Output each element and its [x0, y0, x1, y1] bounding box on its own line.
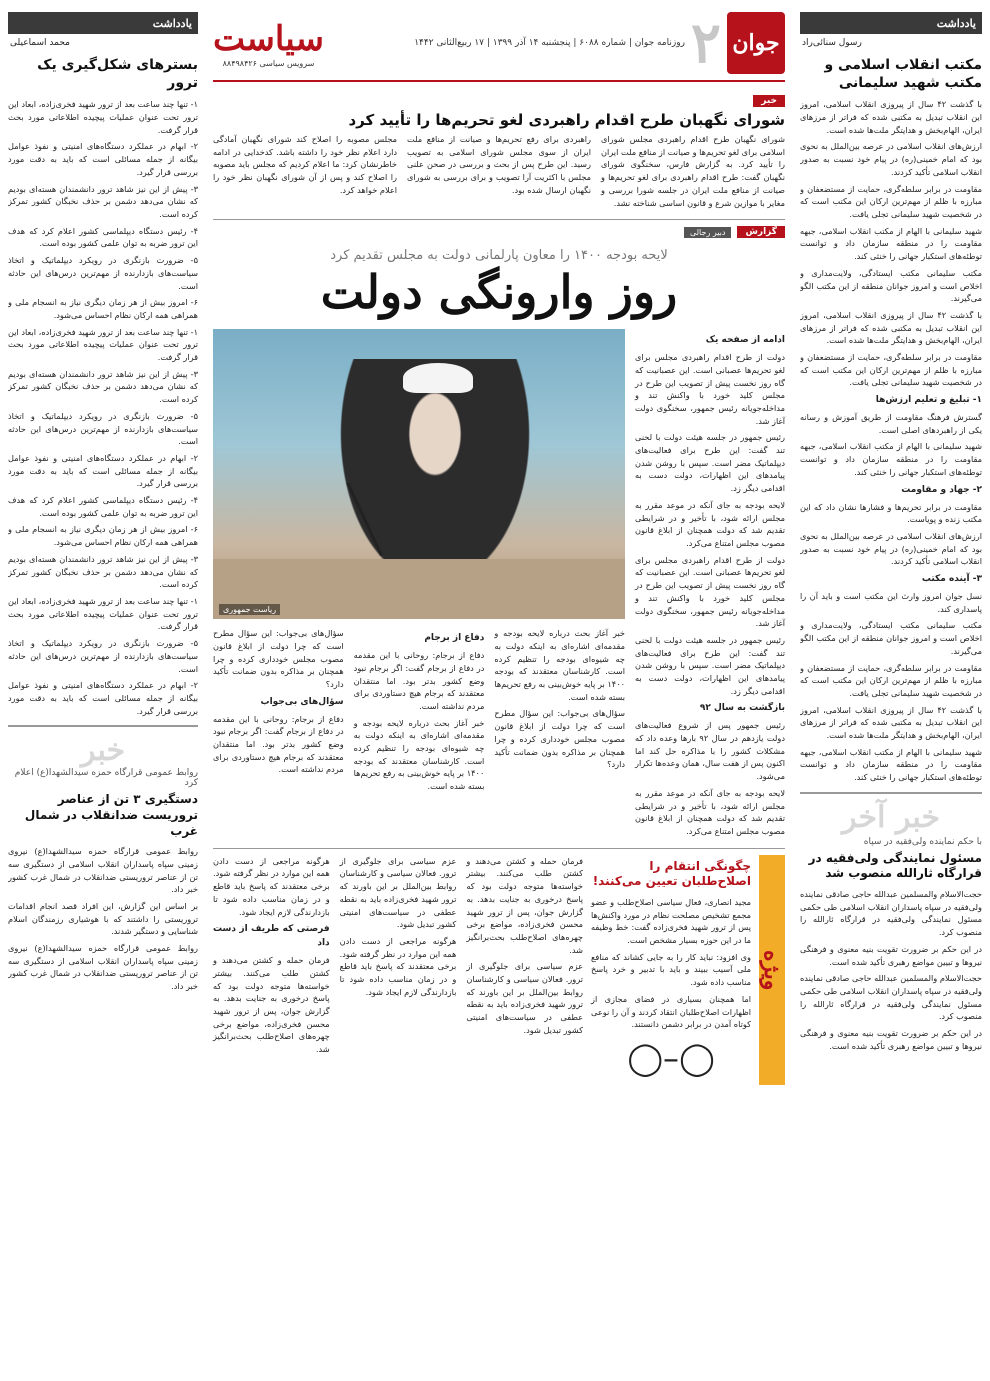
bottom-para: فرمان حمله و کشتن می‌دهند و کشتن طلب می‌کنند. بیشتر خواسته‌ها متوجه دولت بود که پاسخ درخوری به جنایت بدهد. به گزارش جوان، پس از ترور شهید محسن فخری‌زاده، مواضع برخی چهره‌های اصلاح‌طلب بحث‌برانگیز شد. — [213, 955, 330, 1055]
main-under-cols — [213, 627, 625, 797]
special-para: وی افزود: نباید کار را به جایی کشاند که منافع ملی آسیب ببیند و باید با تدبیر و خرد پاسخ مناسب داده شود. — [591, 951, 751, 988]
right-para: ارزش‌های انقلاب اسلامی در عرصه بین‌الملل به نحوی بود که امام خمینی(ره) در پیام خود نسبت به صدور انقلاب اسلامی تأکید کردند. — [800, 141, 982, 177]
page-number: ۲ — [690, 10, 721, 76]
special-para: اما همچنان بسیاری در فضای مجازی از اظهارات اصلاح‌طلبان انتقاد کردند و آن را نوعی کوتاه آمدن در برابر دشمن دانستند. — [591, 993, 751, 1030]
report-author: دبیر رجالی — [684, 227, 732, 238]
left-para: ۲- ابهام در عملکرد دستگاه‌های امنیتی و نفوذ عوامل بیگانه از جمله مسائلی است که باید به دقت مورد بررسی قرار گیرد. — [8, 141, 198, 177]
bottom-para: عزم سیاسی برای جلوگیری از ترور. فعالان سیاسی و کارشناسان روابط بین‌الملل بر این باورند که ترور شهید فخری‌زاده باید به نقطه عطفی در سیاست‌های امنیتی کشور تبدیل شود. — [339, 855, 457, 930]
left-para: ۳- پیش از این نیز شاهد ترور دانشمندان هسته‌ای بودیم که نشان می‌دهد دشمن بر حذف نخبگان کشور تمرکز کرده است. — [8, 553, 198, 590]
left-news-para: روابط عمومی قرارگاه حمزه سیدالشهدا(ع) نیروی زمینی سپاه پاسداران انقلاب اسلامی از دستگیری سه تن از عناصر تروریستی ضدانقلاب در شمال غرب کشور خبر داد. — [8, 943, 198, 992]
main-under-para: خبر آغاز بحث درباره لایحه بودجه و مقدمه‌ای اشاره‌ای به اینکه دولت به چه شیوه‌ای بودجه را تنظیم کرده است. کارشناسان معتقدند که بودجه ۱۴۰۰ بر پایه خوش‌بینی به رفع تحریم‌ها بسته شده است. — [494, 628, 625, 702]
main-story-side — [635, 329, 785, 841]
news-tag: خبر — [753, 95, 785, 107]
left-para: ۶- امروز بیش از هر زمان دیگری نیاز به انسجام ملی و همراهی همه ارکان نظام احساس می‌شود. — [8, 524, 198, 548]
right-para: گسترش فرهنگ مقاومت از طریق آموزش و رسانه یکی از راهبردهای اصلی است. — [800, 412, 982, 435]
left-article-body — [8, 98, 198, 717]
main-story-title: روز وارونگی دولت — [320, 265, 678, 320]
main-story-body — [213, 329, 785, 841]
special-box-title: چگونگی انتقام را اصلاح‌طلبان تعیین می‌کنند! — [592, 858, 751, 889]
right-para: شهید سلیمانی با الهام از مکتب انقلاب اسلامی، جبهه مقاومت را در منطقه سازمان داد و توانست توطئه‌های استکبار جهانی را خنثی کند. — [800, 225, 982, 262]
right-news-title: مسئول نمایندگی ولی‌فقیه در قرارگاه ثارالله منصوب شد — [808, 850, 982, 881]
main-story — [213, 226, 785, 841]
bottom-cols — [213, 855, 583, 1085]
main-side-para: دولت از طرح اقدام راهبردی مجلس برای لغو تحریم‌ها عصبانی است. این عصبانیت که گاه روز نخست پیش از تصویب این طرح در مجلس کلید خورد با واکنش تند و مداخله‌جویانه رئیس جمهور، سخنگوی دولت آغاز شد. — [635, 554, 785, 629]
left-para: ۴- رئیس دستگاه دیپلماسی کشور اعلام کرد که هدف این ترور ضربه به توان علمی کشور بوده است. — [8, 225, 198, 249]
right-para: مکتب سلیمانی مکتب ایستادگی، ولایت‌مداری و اخلاص است و امروز جوانان منطقه از این مکتب الگو می‌گیرند. — [800, 620, 982, 656]
lead-news — [213, 88, 785, 213]
right-kicker: یادداشت — [936, 16, 976, 30]
left-kicker: یادداشت — [152, 16, 192, 30]
lead-headline: شورای نگهبان طرح اقدام راهبردی لغو تحریم‌ها را تأیید کرد — [348, 111, 785, 129]
right-subhead: ۳- آینده مکتب — [921, 574, 982, 585]
right-news-para: حجت‌الاسلام والمسلمین عبدالله حاجی صادقی نماینده ولی‌فقیه در سپاه پاسداران انقلاب اسلامی طی حکمی مسئول نمایندگی ولی‌فقیه در قرارگاه ثارالله را منصوب کرد. — [800, 973, 982, 1022]
main-side-para: لایحه بودجه به جای آنکه در موعد مقرر به مجلس ارائه شود، با تأخیر و در شرایطی تقدیم شد که دولت همچنان از ابلاغ قانون مصوب مجلس امتناع می‌کرد. — [635, 499, 785, 548]
left-byline: محمد اسماعیلی — [10, 38, 70, 48]
main-under-subhead: دفاع از برجام — [424, 633, 485, 644]
right-para: ارزش‌های انقلاب اسلامی در عرصه بین‌الملل به نحوی بود که امام خمینی(ره) در پیام خود نسبت به صدور انقلاب اسلامی تأکید کردند. — [800, 530, 982, 567]
right-column — [800, 12, 982, 1381]
right-news-para: حجت‌الاسلام والمسلمین عبدالله حاجی صادقی نماینده ولی‌فقیه در سپاه پاسداران انقلاب اسلامی طی حکمی مسئول نمایندگی ولی‌فقیه در قرارگاه ثارالله را منصوب کرد. — [800, 889, 982, 938]
left-para: ۲- ابهام در عملکرد دستگاه‌های امنیتی و نفوذ عوامل بیگانه از جمله مسائلی است که باید به دقت مورد بررسی قرار گیرد. — [8, 452, 198, 489]
right-headline: مکتب انقلاب اسلامی و مکتب شهید سلیمانی — [824, 57, 982, 92]
right-para: نسل جوان امروز وارث این مکتب است و باید آن را پاسداری کند. — [800, 590, 982, 614]
glasses-icon: ◯–◯ — [627, 1038, 715, 1077]
left-para: ۱- تنها چند ساعت بعد از ترور شهید فخری‌زاده، ابعاد این ترور تحت عنوان عملیات پیچیده اطلاعاتی مورد بحث قرار گرفت. — [8, 595, 198, 632]
right-para: مقاومت در برابر سلطه‌گری، حمایت از مستضعفان و مبارزه با ظلم از مهم‌ترین ارکان این مکتب است که در شخصیت شهید سلیمانی تجلی یافت. — [800, 352, 982, 388]
main-side-subhead: بازگشت به سال ۹۲ — [699, 703, 785, 714]
right-para: شهید سلیمانی با الهام از مکتب انقلاب اسلامی، جبهه مقاومت را در منطقه سازمان داد و توانست توطئه‌های استکبار جهانی را خنثی کند. — [800, 441, 982, 477]
left-para: ۳- پیش از این نیز شاهد ترور دانشمندان هسته‌ای بودیم که نشان می‌دهد دشمن بر حذف نخبگان کشور تمرکز کرده است. — [8, 368, 198, 405]
right-news-body — [800, 888, 982, 1052]
main-side-para: لایحه بودجه به جای آنکه در موعد مقرر به مجلس ارائه شود، با تأخیر و در شرایطی تقدیم شد که دولت همچنان از ابلاغ قانون مصوب مجلس امتناع می‌کرد. — [635, 787, 785, 836]
lead-body — [213, 133, 785, 213]
left-kicker-bar — [8, 12, 198, 34]
section-subtitle: سرویس سیاسی ۸۸۴۹۸۴۲۶ — [222, 58, 315, 68]
left-column — [8, 12, 198, 1381]
bottom-para: فرمان حمله و کشتن می‌دهند و کشتن طلب می‌کنند. بیشتر خواسته‌ها متوجه دولت بود که پاسخ درخوری به جنایت بدهد. به گزارش جوان، پس از ترور شهید محسن فخری‌زاده، مواضع برخی چهره‌های اصلاح‌طلب بحث‌برانگیز شد. — [466, 855, 583, 955]
left-headline: بسترهای شکل‌گیری یک ترور — [37, 57, 198, 92]
bottom-section — [213, 855, 785, 1085]
section-title-block — [213, 19, 324, 68]
bottom-para: عزم سیاسی برای جلوگیری از ترور. فعالان سیاسی و کارشناسان روابط بین‌الملل بر این باورند که ترور شهید فخری‌زاده باید به نقطه عطفی در سیاست‌های امنیتی کشور تبدیل شود. — [466, 961, 583, 1035]
main-side-para: رئیس جمهور در جلسه هیئت دولت با لحنی تند گفت: این طرح برای فعالیت‌های دیپلماتیک مضر است. سپس با روشن شدن پیامدهای این اظهارات، دولت دست به اقدامی دیگر زد. — [635, 432, 785, 494]
photo-caption: ریاست جمهوری — [219, 604, 280, 615]
masthead — [213, 12, 785, 82]
main-under-para: دفاع از برجام: روحانی با این مقدمه در دفاع از برجام گفت: اگر برجام نبود وضع کشور بدتر بود. اما منتقدان معتقدند که برجام هیچ دستاوردی برای مردم نداشته است. — [213, 713, 344, 775]
report-tag: گزارش — [737, 226, 785, 238]
right-news-para: در این حکم بر ضرورت تقویت بنیه معنوی و فرهنگی نیروها و تبیین مواضع رهبری تأکید شده است. — [800, 943, 982, 967]
left-news-para: روابط عمومی قرارگاه حمزه سیدالشهدا(ع) نیروی زمینی سپاه پاسداران انقلاب اسلامی از دستگیری سه تن از عناصر تروریستی ضدانقلاب در شمال غرب کشور خبر داد. — [8, 846, 198, 895]
left-news-body — [8, 845, 198, 993]
right-para: با گذشت ۴۲ سال از پیروزی انقلاب اسلامی، امروز این انقلاب تبدیل به مکتبی شده که فراتر از مرزهای ایران، الهام‌بخش و هدایتگر ملت‌ها شده است. — [800, 99, 982, 135]
left-news-label: خبر — [80, 733, 126, 769]
main-side-para: رئیس جمهور پس از شروع فعالیت‌های دولت یازدهم در سال ۹۲ بارها وعده داد که مشکلات کشور را با مذاکره حل کند اما اکنون پس از هفت سال، همان وعده‌ها تکرار می‌شود. — [635, 720, 785, 782]
bottom-para: هرگونه مراجعی از دست دادن همه این موارد در نظر گرفته شود. برخی معتقدند که پاسخ باید قاطع و در زمان مناسب داده شود تا بازدارندگی لازم ایجاد شود. — [339, 935, 457, 997]
main-continued: ادامه از صفحه یک — [705, 335, 785, 346]
right-subhead: ۲- جهاد و مقاومت — [901, 484, 982, 495]
main-side-para: دولت از طرح اقدام راهبردی مجلس برای لغو تحریم‌ها عصبانی است. این عصبانیت که گاه روز نخست پیش از تصویب این طرح در مجلس کلید خورد با واکنش تند و مداخله‌جویانه رئیس جمهور، سخنگوی دولت آغاز شد. — [635, 352, 785, 426]
left-para: ۱- تنها چند ساعت بعد از ترور شهید فخری‌زاده، ابعاد این ترور تحت عنوان عملیات پیچیده اطلاعاتی مورد بحث قرار گرفت. — [8, 99, 198, 135]
left-news-title: دستگیری ۳ تن از عناصر تروریست ضدانقلاب در شمال غرب — [24, 792, 198, 838]
rouhani-photo — [213, 329, 625, 619]
right-news-para: در این حکم بر ضرورت تقویت بنیه معنوی و فرهنگی نیروها و تبیین مواضع رهبری تأکید شده است. — [800, 1028, 982, 1051]
left-para: ۶- امروز بیش از هر زمان دیگری نیاز به انسجام ملی و همراهی همه ارکان نظام احساس می‌شود. — [8, 297, 198, 320]
left-news — [8, 725, 198, 993]
left-para: ۱- تنها چند ساعت بعد از ترور شهید فخری‌زاده، ابعاد این ترور تحت عنوان عملیات پیچیده اطلاعاتی مورد بحث قرار گرفت. — [8, 326, 198, 363]
bottom-subhead: فرصتی که طریف از دست داد — [213, 924, 330, 949]
left-para: ۴- رئیس دستگاه دیپلماسی کشور اعلام کرد که هدف این ترور ضربه به توان علمی کشور بوده است. — [8, 495, 198, 518]
left-para: ۵- ضرورت بازنگری در رویکرد دیپلماتیک و اتخاذ سیاست‌های بازدارنده از مهم‌ترین درس‌های این حادثه است. — [8, 255, 198, 291]
logo-group — [414, 10, 785, 76]
main-side-para: رئیس جمهور در جلسه هیئت دولت با لحنی تند گفت: این طرح برای فعالیت‌های دیپلماتیک مضر است. سپس با روشن شدن پیامدهای این اظهارات، دولت دست به اقدامی دیگر زد. — [635, 634, 785, 696]
main-under-para: سؤال‌های بی‌جواب: این سؤال مطرح است که چرا دولت از ابلاغ قانون مصوب مجلس خودداری کرده و چرا همچنان بر مذاکره بدون ضمانت تأکید دارد؟ — [213, 628, 344, 690]
right-para: با گذشت ۴۲ سال از پیروزی انقلاب اسلامی، امروز این انقلاب تبدیل به مکتبی شده که فراتر از مرزهای ایران، الهام‌بخش و هدایتگر ملت‌ها شده است. — [800, 309, 982, 346]
lead-col: مجلس مصوبه را اصلاح کند شورای نگهبان آمادگی دارد اعلام نظر خود را داشته باشد. کدخدایی در ادامه خاطرنشان کرد: ما اعلام کردیم که مجلس باید مصوبه را اصلاح کند و پس از آن شورای نگهبان نظر خود را اعلام خواهد کرد. — [213, 134, 397, 195]
lead-col: شورای نگهبان طرح اقدام راهبردی مجلس شورای اسلامی برای لغو تحریم‌ها و صیانت از منافع ملت ایران را تأیید کرد. به گزارش فارس، سخنگوی شورای نگهبان گفت: طرح اقدام راهبردی برای لغو تحریم‌ها و صیانت از منافع ملت ایران در جلسه شورا بررسی و مغایر با موازین شرع و قانون اساسی شناخته نشد. — [601, 134, 785, 208]
javan-logo: جوان — [727, 12, 785, 74]
special-para: مجید انصاری، فعال سیاسی اصلاح‌طلب و عضو مجمع تشخیص مصلحت نظام در مورد واکنش‌ها پس از ترور شهید فخری‌زاده گفت: خط وظیفه ما در این حوزه بسیار مشخص است. — [591, 896, 751, 945]
right-para: مقاومت در برابر تحریم‌ها و فشارها نشان داد که این مکتب زنده و پویاست. — [800, 501, 982, 525]
vije-label: ویژه — [759, 855, 785, 1085]
special-box-body — [591, 896, 751, 1031]
center-area — [213, 12, 785, 1372]
right-para: با گذشت ۴۲ سال از پیروزی انقلاب اسلامی، امروز این انقلاب تبدیل به مکتبی شده که فراتر از مرزهای ایران، الهام‌بخش و هدایتگر ملت‌ها شده است. — [800, 704, 982, 741]
left-para: ۵- ضرورت بازنگری در رویکرد دیپلماتیک و اتخاذ سیاست‌های بازدارنده از مهم‌ترین درس‌های این حادثه است. — [8, 638, 198, 674]
right-late-news — [800, 792, 982, 1053]
right-para: مقاومت در برابر سلطه‌گری، حمایت از مستضعفان و مبارزه با ظلم از مهم‌ترین ارکان این مکتب است که در شخصیت شهید سلیمانی تجلی یافت. — [800, 662, 982, 698]
right-late-news-label: خبر آخر — [841, 799, 941, 835]
left-para: ۲- ابهام در عملکرد دستگاه‌های امنیتی و نفوذ عوامل بیگانه از جمله مسائلی است که باید به دقت مورد بررسی قرار گیرد. — [8, 680, 198, 716]
right-subhead: ۱- تبلیغ و تعلیم ارزش‌ها — [875, 395, 982, 406]
right-byline: رسول سنائی‌راد — [802, 38, 862, 48]
main-under-subhead: سؤال‌های بی‌جواب — [260, 696, 344, 707]
main-story-kicker: لایحه بودجه ۱۴۰۰ را معاون پارلمانی دولت به مجلس تقدیم کرد — [330, 248, 668, 264]
main-under-para: دفاع از برجام: روحانی با این مقدمه در دفاع از برجام گفت: اگر برجام نبود وضع کشور بدتر بود. اما منتقدان معتقدند که برجام هیچ دستاوردی برای مردم نداشته است. — [353, 650, 485, 711]
bottom-para: هرگونه مراجعی از دست دادن همه این موارد در نظر گرفته شود. برخی معتقدند که پاسخ باید قاطع و در زمان مناسب داده شود تا بازدارندگی لازم ایجاد شود. — [213, 855, 330, 917]
right-article-body — [800, 98, 982, 783]
left-para: ۳- پیش از این نیز شاهد ترور دانشمندان هسته‌ای بودیم که نشان می‌دهد دشمن بر حذف نخبگان کشور تمرکز کرده است. — [8, 183, 198, 219]
main-story-photo-area — [213, 329, 625, 841]
main-under-para: سؤال‌های بی‌جواب: این سؤال مطرح است که چرا دولت از ابلاغ قانون مصوب مجلس خودداری کرده و چرا همچنان بر مذاکره بدون ضمانت تأکید دارد؟ — [494, 708, 625, 770]
right-para: مقاومت در برابر سلطه‌گری، حمایت از مستضعفان و مبارزه با ظلم از مهم‌ترین ارکان این مکتب است که در شخصیت شهید سلیمانی تجلی یافت. — [800, 183, 982, 219]
special-box — [591, 855, 751, 1085]
right-kicker-bar — [800, 12, 982, 34]
lead-col: راهبردی برای رفع تحریم‌ها و صیانت از منافع ملت ایران از سوی مجلس شورای اسلامی به تصویب رسید. این طرح پس از بحث و بررسی در صحن علنی مجلس با اکثریت آرا تصویب و برای بررسی به شورای نگهبان ارسال شده بود. — [407, 134, 591, 195]
right-para: شهید سلیمانی با الهام از مکتب انقلاب اسلامی، جبهه مقاومت را در منطقه سازمان داد و توانست توطئه‌های استکبار جهانی را خنثی کند. — [800, 746, 982, 783]
left-news-sup: روابط عمومی قرارگاه حمزه سیدالشهدا(ع) اعلام کرد — [14, 768, 198, 789]
main-under-para: خبر آغاز بحث درباره لایحه بودجه و مقدمه‌ای اشاره‌ای به اینکه دولت به چه شیوه‌ای بودجه را تنظیم کرده است. کارشناسان معتقدند که بودجه ۱۴۰۰ بر پایه خوش‌بینی به رفع تحریم‌ها بسته شده است. — [353, 717, 485, 792]
right-para: مکتب سلیمانی مکتب ایستادگی، ولایت‌مداری و اخلاص است و امروز جوانان منطقه از این مکتب الگو می‌گیرند. — [800, 267, 982, 304]
left-news-para: بر اساس این گزارش، این افراد قصد انجام اقدامات تروریستی را داشتند که با هوشیاری رزمندگان اسلام شناسایی و دستگیر شدند. — [8, 900, 198, 937]
right-news-sup: با حکم نماینده ولی‌فقیه در سپاه — [863, 836, 982, 847]
section-title: سیاست — [213, 18, 324, 59]
issue-info: روزنامه جوان | شماره ۶۰۸۸ | پنجشنبه ۱۴ آذر ۱۳۹۹ | ۱۷ ربیع‌الثانی ۱۴۴۲ — [414, 38, 685, 48]
left-para: ۵- ضرورت بازنگری در رویکرد دیپلماتیک و اتخاذ سیاست‌های بازدارنده از مهم‌ترین درس‌های این حادثه است. — [8, 410, 198, 447]
